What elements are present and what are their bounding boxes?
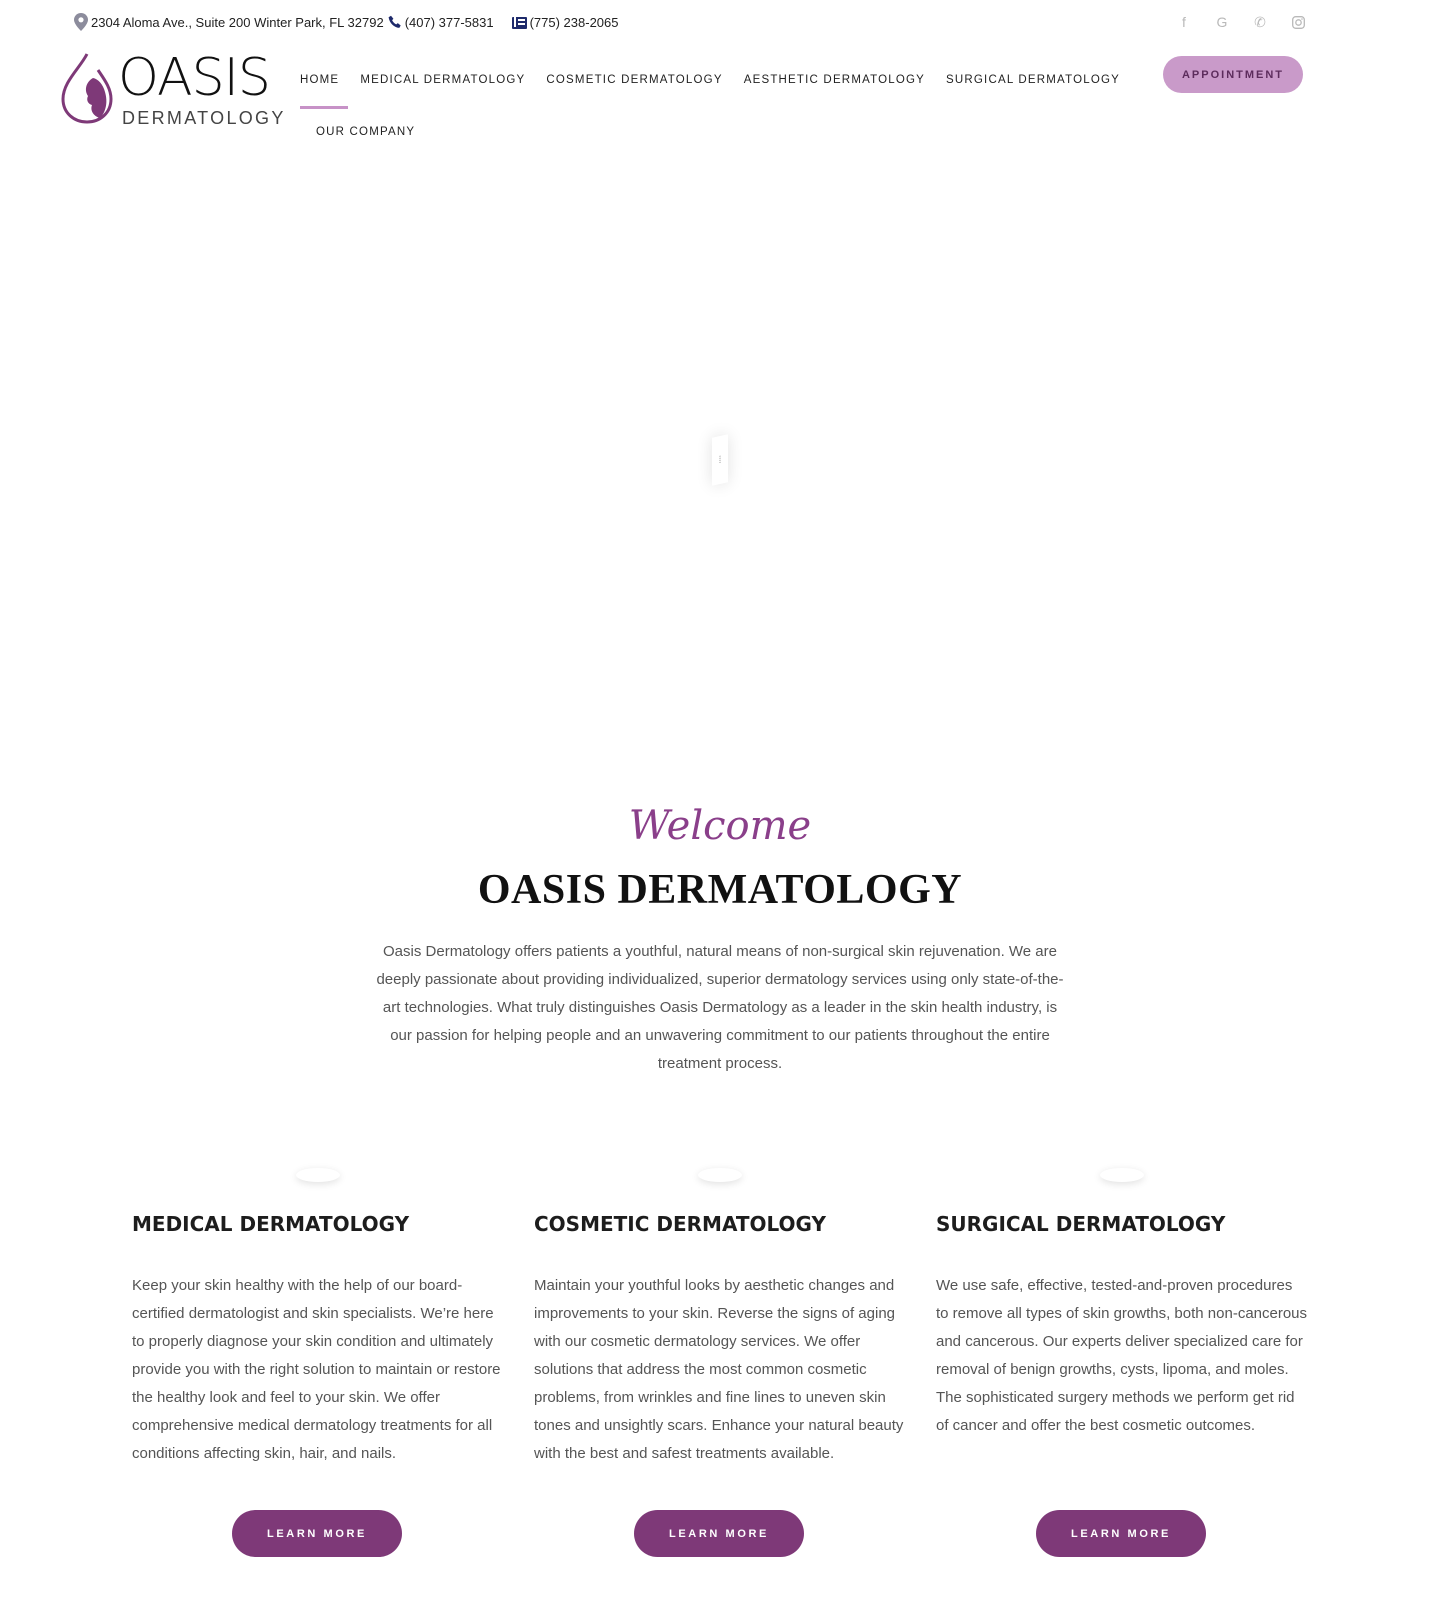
fax-text: (775) 238-2065 <box>529 14 619 30</box>
page-title: OASIS DERMATOLOGY <box>477 867 963 913</box>
nav-home[interactable]: HOME <box>300 74 340 86</box>
nav-surgical-dermatology[interactable]: SURGICAL DERMATOLOGY <box>946 74 1120 86</box>
logo[interactable] <box>60 48 286 130</box>
slider-loading-spinner <box>712 434 728 485</box>
ornament-icon <box>296 1168 340 1182</box>
appointment-button[interactable]: APPOINTMENT <box>1163 56 1303 93</box>
learn-more-button[interactable]: LEARN MORE <box>1036 1510 1206 1557</box>
nav-row <box>300 62 1120 98</box>
phone-icon <box>388 15 402 29</box>
spinner-icon: ⁞ <box>718 454 722 466</box>
address-text: 2304 Aloma Ave., Suite 200 Winter Park, FL 32792 <box>91 14 384 30</box>
service-text: We use safe, effective, tested-and-proven procedures to remove all types of skin growths, both non-cancerous and cancerous. Our experts deliver specialized care for removal of benign growths, cysts, lipoma, and moles. The sophisticated surgery methods we perform get rid of cancer and offer the best cosmetic outcomes. <box>936 1277 1308 1434</box>
nav-medical-dermatology[interactable]: MEDICAL DERMATOLOGY <box>360 74 526 86</box>
welcome-script: Welcome <box>628 803 812 849</box>
service-title: SURGICAL DERMATOLOGY <box>936 1212 1226 1236</box>
learn-more-button[interactable]: LEARN MORE <box>634 1510 804 1557</box>
logo-wordmark: OASIS <box>118 48 270 108</box>
nav-row-2 <box>300 114 1060 150</box>
address-item <box>74 13 384 31</box>
map-pin-icon <box>74 13 88 31</box>
phone-icon[interactable]: ✆ <box>1254 13 1266 30</box>
fax-item <box>512 15 619 30</box>
phone-text: (407) 377-5831 <box>404 14 494 30</box>
facebook-icon[interactable]: f <box>1182 14 1186 30</box>
nav-aesthetic-dermatology[interactable]: AESTHETIC DERMATOLOGY <box>743 74 926 86</box>
nav-our-company[interactable]: OUR COMPANY <box>316 126 416 138</box>
intro-paragraph: Oasis Dermatology offers patients a youthful, natural means of non-surgical skin rejuvenation. We are deeply passionate about providing individualized, superior dermatology services using only state-of-the-art technologies. What truly distinguishes Oasis Dermatology as a leader in the skin health industry, is our passion for helping people and an unwavering commitment to our patients throughout the entire treatment process. <box>376 943 1064 1072</box>
service-title: COSMETIC DERMATOLOGY <box>534 1212 827 1236</box>
social-links <box>1176 12 1306 32</box>
logo-subtitle: DERMATOLOGY <box>122 108 286 128</box>
nav-active-indicator <box>300 106 348 109</box>
nav-cosmetic-dermatology[interactable]: COSMETIC DERMATOLOGY <box>546 74 723 86</box>
service-text: Maintain your youthful looks by aesthetic changes and improvements to your skin. Reverse the signs of aging with our cosmetic dermatology services. We offer solutions that address the most common cosmetic problems, from wrinkles and fine lines to uneven skin tones and unsightly scars. Enhance your natural beauty with the best and safest treatments available. <box>534 1277 904 1462</box>
google-icon[interactable]: G <box>1216 14 1228 30</box>
phone-item[interactable] <box>388 15 494 30</box>
fax-icon <box>512 15 527 29</box>
service-text: Keep your skin healthy with the help of our board-certified dermatologist and skin specialists. We’re here to properly diagnose your skin condition and ultimately provide you with the right solution to maintain or restore the healthy look and feel to your skin. We offer comprehensive medical dermatology treatments for all conditions affecting skin, hair, and nails. <box>132 1277 501 1462</box>
learn-more-button[interactable]: LEARN MORE <box>232 1510 402 1557</box>
ornament-icon <box>698 1168 742 1182</box>
contact-bar <box>74 12 637 32</box>
main-nav <box>300 62 1120 150</box>
instagram-icon[interactable] <box>1290 12 1306 32</box>
ornament-icon <box>1100 1168 1144 1182</box>
logo-face-icon <box>60 52 114 124</box>
service-title: MEDICAL DERMATOLOGY <box>132 1212 410 1236</box>
